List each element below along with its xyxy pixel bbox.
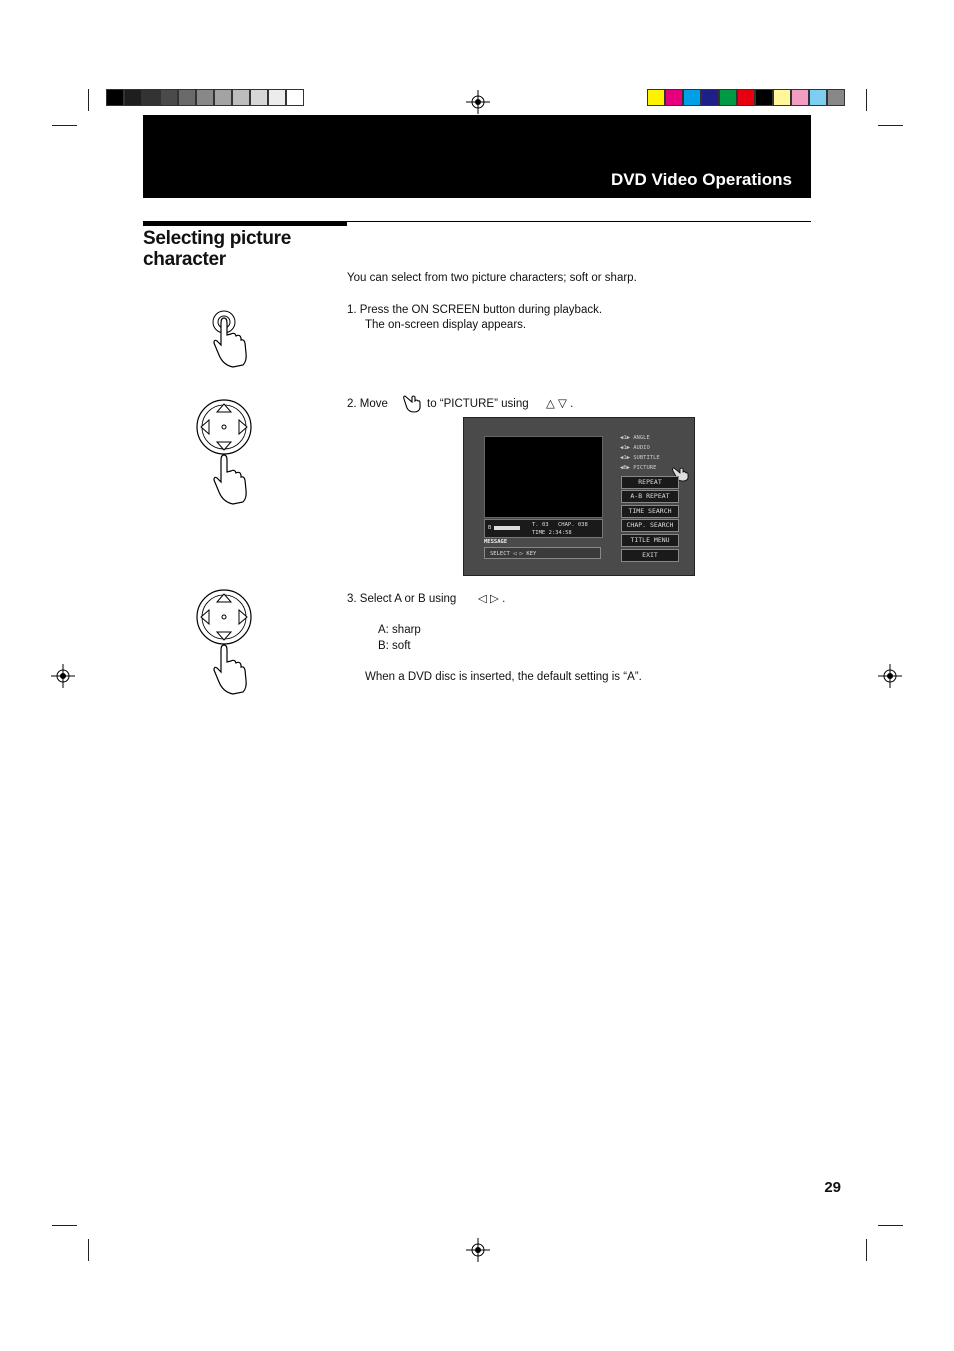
osd-message-label: MESSAGE <box>484 539 508 545</box>
osd-progress-bar <box>494 526 520 530</box>
osd-message-box: SELECT ◁ ▷ KEY <box>484 547 601 559</box>
registration-mark-icon <box>466 90 490 114</box>
step3-option-a: A: sharp <box>378 624 421 636</box>
step3-arrows: ◁ ▷ . <box>478 593 506 605</box>
osd-button-exit: EXIT <box>621 549 679 562</box>
osd-row-subtitle: ◀1▶ SUBTITLE <box>620 455 660 461</box>
step1-line2: The on-screen display appears. <box>365 319 527 331</box>
remote-cursor-pad-left-right-icon <box>195 588 253 700</box>
step3-line: 3. Select A or B using <box>347 593 457 605</box>
osd-time-label: TIME 2:34:58 <box>532 530 572 536</box>
section-rule-thin <box>347 221 811 222</box>
chapter-title: DVD Video Operations <box>610 170 792 189</box>
osd-status-panel <box>484 519 603 538</box>
osd-button-repeat: REPEAT <box>621 476 679 489</box>
remote-cursor-pad-up-down-icon <box>195 398 253 510</box>
registration-mark-icon <box>51 664 75 688</box>
section-rule-thick <box>143 221 347 226</box>
chapter-header <box>143 115 811 198</box>
step2-prefix: 2. Move <box>347 398 388 410</box>
intro-text: You can select from two picture characters; soft or sharp. <box>347 272 637 284</box>
video-preview-area <box>484 436 603 518</box>
step3-option-b: B: soft <box>378 640 411 652</box>
section-title-line2: character <box>143 249 226 270</box>
osd-row-picture: ◀B▶ PICTURE <box>620 465 657 471</box>
osd-title-label: T. 03 <box>532 522 549 528</box>
step2-suffix: to “PICTURE” using <box>427 398 529 410</box>
on-screen-display-screenshot <box>463 417 695 576</box>
osd-row-angle: ◀1▶ ANGLE <box>620 435 650 441</box>
osd-row-audio: ◀1▶ AUDIO <box>620 445 650 451</box>
pointer-hand-icon <box>402 393 424 413</box>
step2-arrows: △ ▽ . <box>546 398 574 410</box>
hand-pressing-button-icon <box>205 305 255 371</box>
osd-status-label: B <box>488 525 492 531</box>
osd-button-title-menu: TITLE MENU <box>621 534 679 547</box>
step1-line1: 1. Press the ON SCREEN button during playback. <box>347 304 603 316</box>
section-title-line1: Selecting picture <box>143 228 291 249</box>
registration-mark-icon <box>878 664 902 688</box>
osd-button-ab-repeat: A-B REPEAT <box>621 490 679 503</box>
section-title <box>143 228 291 270</box>
osd-button-time-search: TIME SEARCH <box>621 505 679 518</box>
osd-button-chap-search: CHAP. SEARCH <box>621 519 679 532</box>
registration-mark-icon <box>466 1238 490 1262</box>
osd-chap-label: CHAP. 038 <box>558 522 588 528</box>
step3-note: When a DVD disc is inserted, the default setting is “A”. <box>365 671 642 683</box>
page-number: 29 <box>824 1179 841 1196</box>
